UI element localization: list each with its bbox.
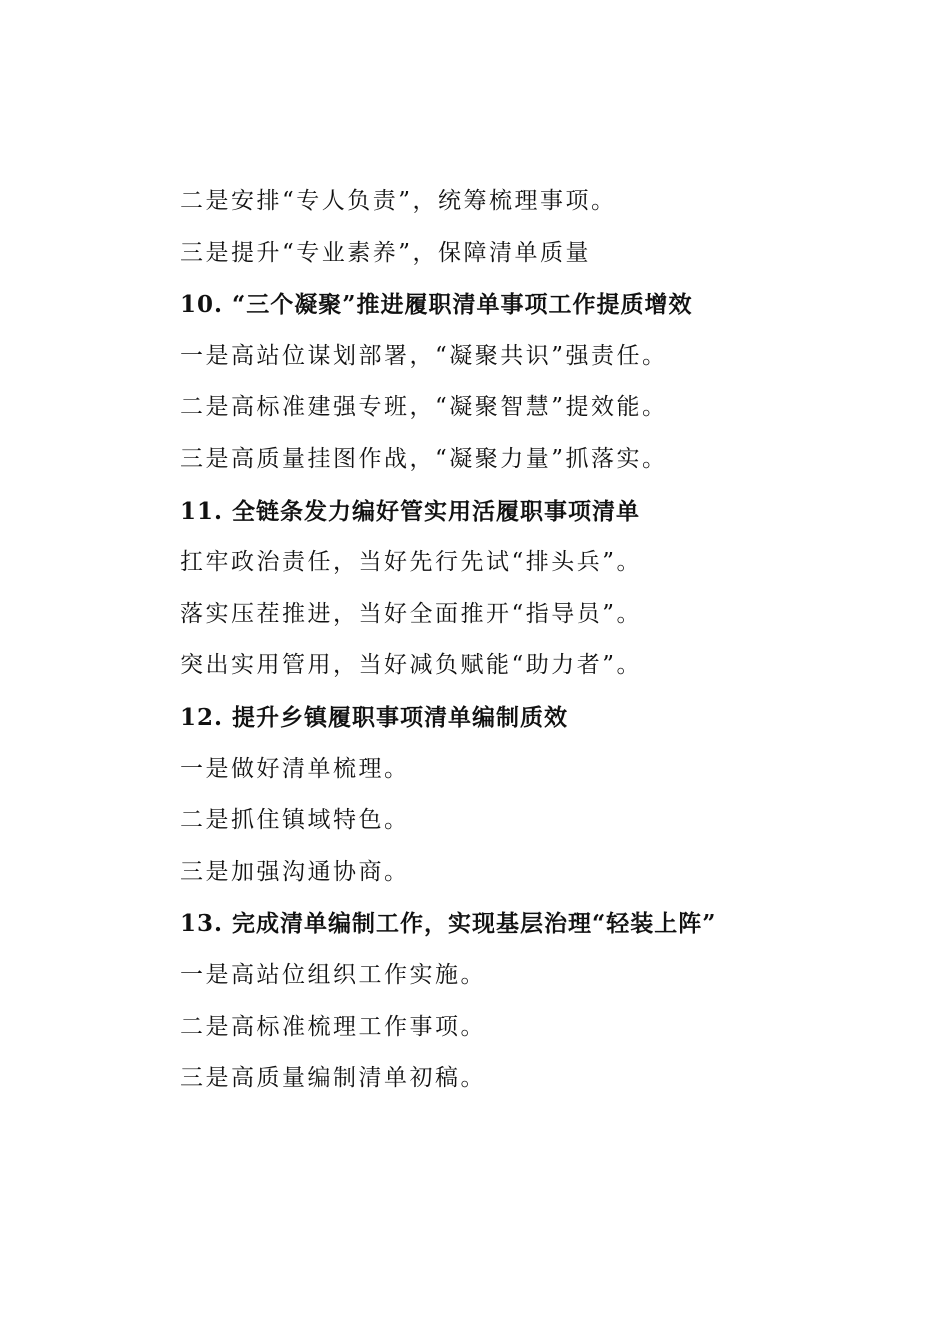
section-heading-13: 13. 完成清单编制工作，实现基层治理“轻装上阵”: [180, 910, 717, 938]
paragraph: 落实压茬推进，当好全面推开“指导员”。: [180, 600, 643, 627]
paragraph: 一是高站位组织工作实施。: [180, 961, 486, 988]
paragraph: 三是高质量挂图作战，“凝聚力量”抓落实。: [180, 445, 668, 472]
paragraph: 三是提升“专业素养”，保障清单质量: [180, 239, 592, 266]
paragraph: 扛牢政治责任，当好先行先试“排头兵”。: [180, 549, 643, 576]
section-heading-11: 11. 全链条发力编好管实用活履职事项清单: [180, 497, 641, 525]
paragraph: 二是高标准梳理工作事项。: [180, 1013, 486, 1040]
paragraph: 三是加强沟通协商。: [180, 858, 410, 885]
section-heading-12: 12. 提升乡镇履职事项清单编制质效: [180, 703, 569, 731]
paragraph: 二是高标准建强专班，“凝聚智慧”提效能。: [180, 394, 668, 421]
paragraph: 一是做好清单梳理。: [180, 755, 410, 782]
paragraph: 三是高质量编制清单初稿。: [180, 1065, 486, 1092]
section-heading-10: 10. “三个凝聚”推进履职清单事项工作提质增效: [180, 291, 693, 319]
paragraph: 二是安排“专人负责”，统筹梳理事项。: [180, 188, 617, 214]
document-body: [180, 176, 880, 1105]
paragraph: 一是高站位谋划部署，“凝聚共识”强责任。: [180, 342, 668, 369]
paragraph: 二是抓住镇域特色。: [180, 807, 410, 834]
paragraph: 突出实用管用，当好减负赋能“助力者”。: [180, 652, 643, 679]
